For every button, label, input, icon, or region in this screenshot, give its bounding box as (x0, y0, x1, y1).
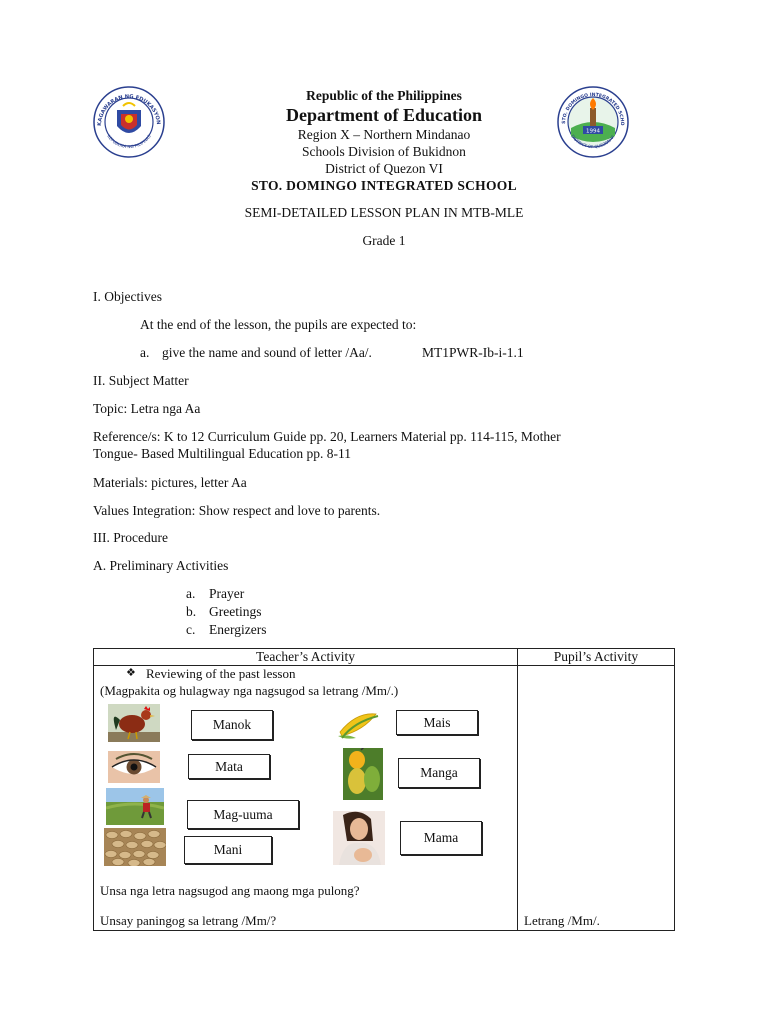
subject-reference-line1: Reference/s: K to 12 Curriculum Guide pp. 20, Learners Material pp. 114-115, Mother (93, 429, 561, 444)
activity-prayer: Prayer (209, 586, 245, 601)
header-division: Schools Division of Bukidnon (302, 144, 466, 159)
subject-matter-heading: II. Subject Matter (93, 373, 189, 388)
header-school-name: STO. DOMINGO INTEGRATED SCHOOL (251, 178, 517, 193)
header-republic: Republic of the Philippines (306, 88, 462, 103)
teacher-activity-header: Teacher’s Activity (94, 649, 518, 666)
lesson-plan-title: SEMI-DETAILED LESSON PLAN IN MTB-MLE (244, 205, 524, 220)
activity-marker: c. (186, 622, 196, 637)
word-box-mais: Mais (396, 710, 478, 735)
review-label: Reviewing of the past lesson (146, 666, 296, 681)
school-seal-text: STO. DOMINGO INTEGRATED SCHO (561, 92, 625, 126)
pupil-answer: Letrang /Mm/. (524, 913, 600, 928)
mango-picture (343, 748, 383, 800)
diamond-bullet-icon: ❖ (126, 667, 136, 679)
activity-table (93, 648, 675, 931)
eye-picture (108, 751, 160, 783)
corn-picture (336, 708, 382, 740)
pupil-activity-header: Pupil’s Activity (518, 649, 675, 666)
word-box-mani: Mani (184, 836, 272, 864)
subject-topic: Topic: Letra nga Aa (93, 401, 201, 416)
objective-item-marker: a. (140, 345, 150, 360)
peanuts-picture (104, 828, 166, 866)
word-box-manga: Manga (398, 758, 480, 788)
word-box-mama: Mama (400, 821, 482, 855)
question-letter-sound: Unsay paningog sa letrang /Mm/? (100, 913, 277, 928)
school-seal-year: 1994 (586, 128, 600, 135)
procedure-heading: III. Procedure (93, 530, 168, 545)
school-seal-bottom-text: DISTRICT OF QUEZON VI (570, 133, 616, 150)
activity-energizers: Energizers (209, 622, 267, 637)
pupil-activity-cell (518, 666, 675, 931)
header-region: Region X – Northern Mindanao (297, 127, 471, 142)
subject-materials: Materials: pictures, letter Aa (93, 475, 247, 490)
question-first-letter: Unsa nga letra nagsugod ang maong mga pulong? (100, 883, 360, 898)
rooster-picture (108, 704, 160, 742)
header-department: Department of Education (286, 105, 482, 125)
objective-item-code: MT1PWR-Ib-i-1.1 (422, 345, 524, 360)
word-box-manok: Manok (191, 710, 273, 740)
activity-marker: b. (186, 604, 197, 619)
teacher-activity-cell (94, 666, 518, 931)
review-instruction: (Magpakita og hulagway nga nagsugod sa letrang /Mm/.) (100, 683, 399, 698)
subject-reference-line2: Tongue- Based Multilingual Education pp. 8-11 (93, 446, 352, 461)
activity-marker: a. (186, 586, 196, 601)
deped-seal-text: KAGAWARAN NG EDUKASYON (96, 93, 162, 127)
objective-item-text: give the name and sound of letter /Aa/. (162, 345, 372, 360)
activity-greetings: Greetings (209, 604, 262, 619)
objectives-intro: At the end of the lesson, the pupils are expected to: (140, 317, 417, 332)
deped-seal-bottom-text: REPUBLIKA NG PILIPINAS (106, 133, 152, 150)
objectives-heading: I. Objectives (93, 289, 162, 304)
farmer-picture (106, 788, 164, 825)
preliminary-activities-heading: A. Preliminary Activities (93, 558, 229, 573)
mother-picture (333, 811, 385, 865)
word-box-mag-uuma: Mag-uuma (187, 800, 299, 829)
header-district: District of Quezon VI (325, 161, 443, 176)
grade-level: Grade 1 (362, 233, 406, 248)
word-box-mata: Mata (188, 754, 270, 779)
subject-values-integration: Values Integration: Show respect and love to parents. (93, 503, 381, 518)
